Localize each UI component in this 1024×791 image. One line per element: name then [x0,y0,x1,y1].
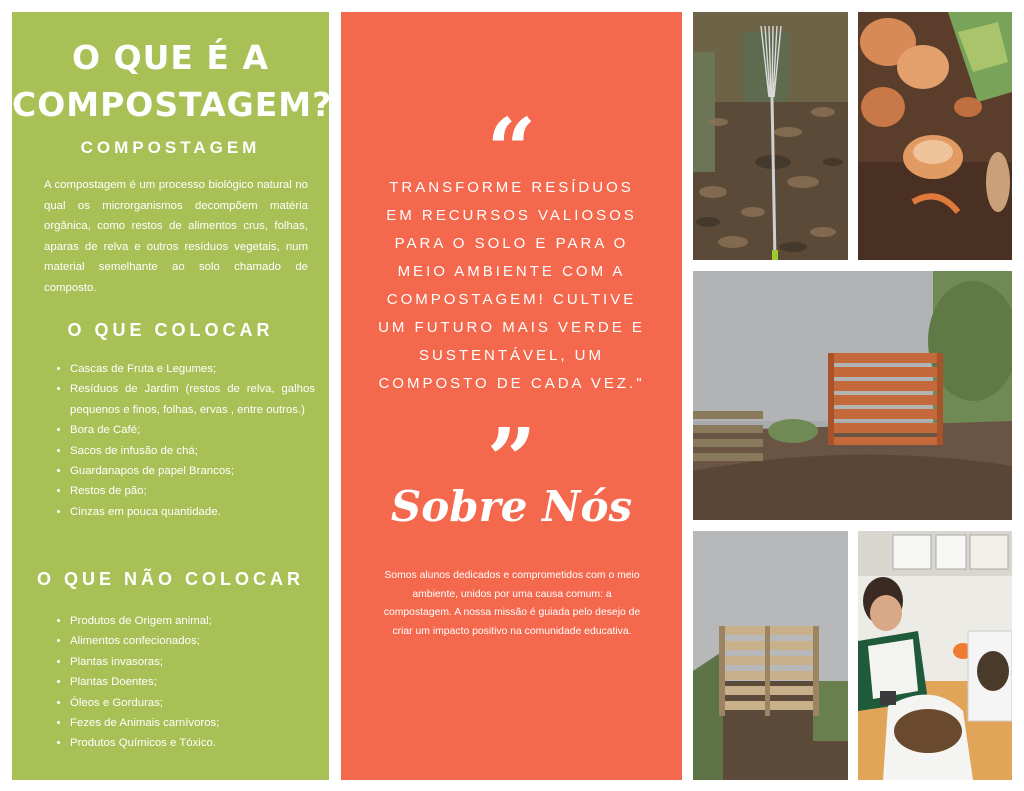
what-to-add-heading: O QUE COLOCAR [67,320,274,340]
about-text: Somos alunos dedicados e comprometidos com o meio ambiente, unidos por uma causa comum: a compostagem. A nossa missão é guiada pelo desejo de criar um impacto positivo na comunidade educativa. [383,570,641,637]
list-item: • Resíduos de Jardim (restos de relva, galhos pequenos e finos, folhas, ervas , entre outros.) [70,379,315,420]
photo-compost-bins [693,271,1012,520]
about-heading: Sobre Nós [390,482,633,531]
compostagem-heading: COMPOSTAGEM [80,138,261,157]
list-item: • Produtos de Origem animal; [70,611,290,631]
compostagem-panel [12,12,333,780]
photo-garden-rake [693,12,848,260]
list-item: • Produtos Químicos e Tóxico. [70,733,290,753]
list-item: • Plantas Doentes; [70,672,290,692]
close-quote-icon: ” [486,410,537,511]
main-title-line-2: COMPOSTAGEM? [12,85,333,124]
quote-panel [341,12,682,780]
photo-student-sorting [858,531,1012,780]
list-item: • Guardanapos de papel Brancos; [70,461,315,481]
main-title [12,34,333,128]
list-item: • Alimentos confecionados; [70,631,290,651]
list-item: • Cascas de Fruta e Legumes; [70,359,315,379]
list-item: • Bora de Café; [70,420,315,440]
list-item: • Óleos e Gorduras; [70,693,290,713]
what-not-to-add-list [70,611,290,754]
list-item: • Sacos de infusão de chá; [70,441,315,461]
list-item: • Cinzas em pouca quantidade. [70,502,315,522]
open-quote-icon: “ [486,100,537,201]
compostagem-description: A compostagem é um processo biológico natural no qual os microrganismos decompõem matéria orgânica, como restos de alimentos crus, folhas, aparas de relva e outros resíduos vegetais, num material semelhante ao solo chamado de composto. [44,179,308,294]
photo-wooden-compost-box [693,531,848,780]
list-item: • Plantas invasoras; [70,652,290,672]
quote-text: TRANSFORME RESÍDUOS EM RECURSOS VALIOSOS PARA O SOLO E PARA O MEIO AMBIENTE COM A COMPOSTAGEM! CULTIVE UM FUTURO MAIS VERDE E SUSTENTÁVEL, UM COMPOSTO DE CADA VEZ." [378,179,645,392]
what-not-to-add-heading: O QUE NÃO COLOCAR [36,569,304,589]
what-to-add-list [70,359,315,522]
photo-onion-peels [858,12,1012,260]
list-item: • Fezes de Animais carnívoros; [70,713,290,733]
list-item: • Restos de pão; [70,481,315,501]
main-title-line-1: O QUE É A [72,38,269,77]
